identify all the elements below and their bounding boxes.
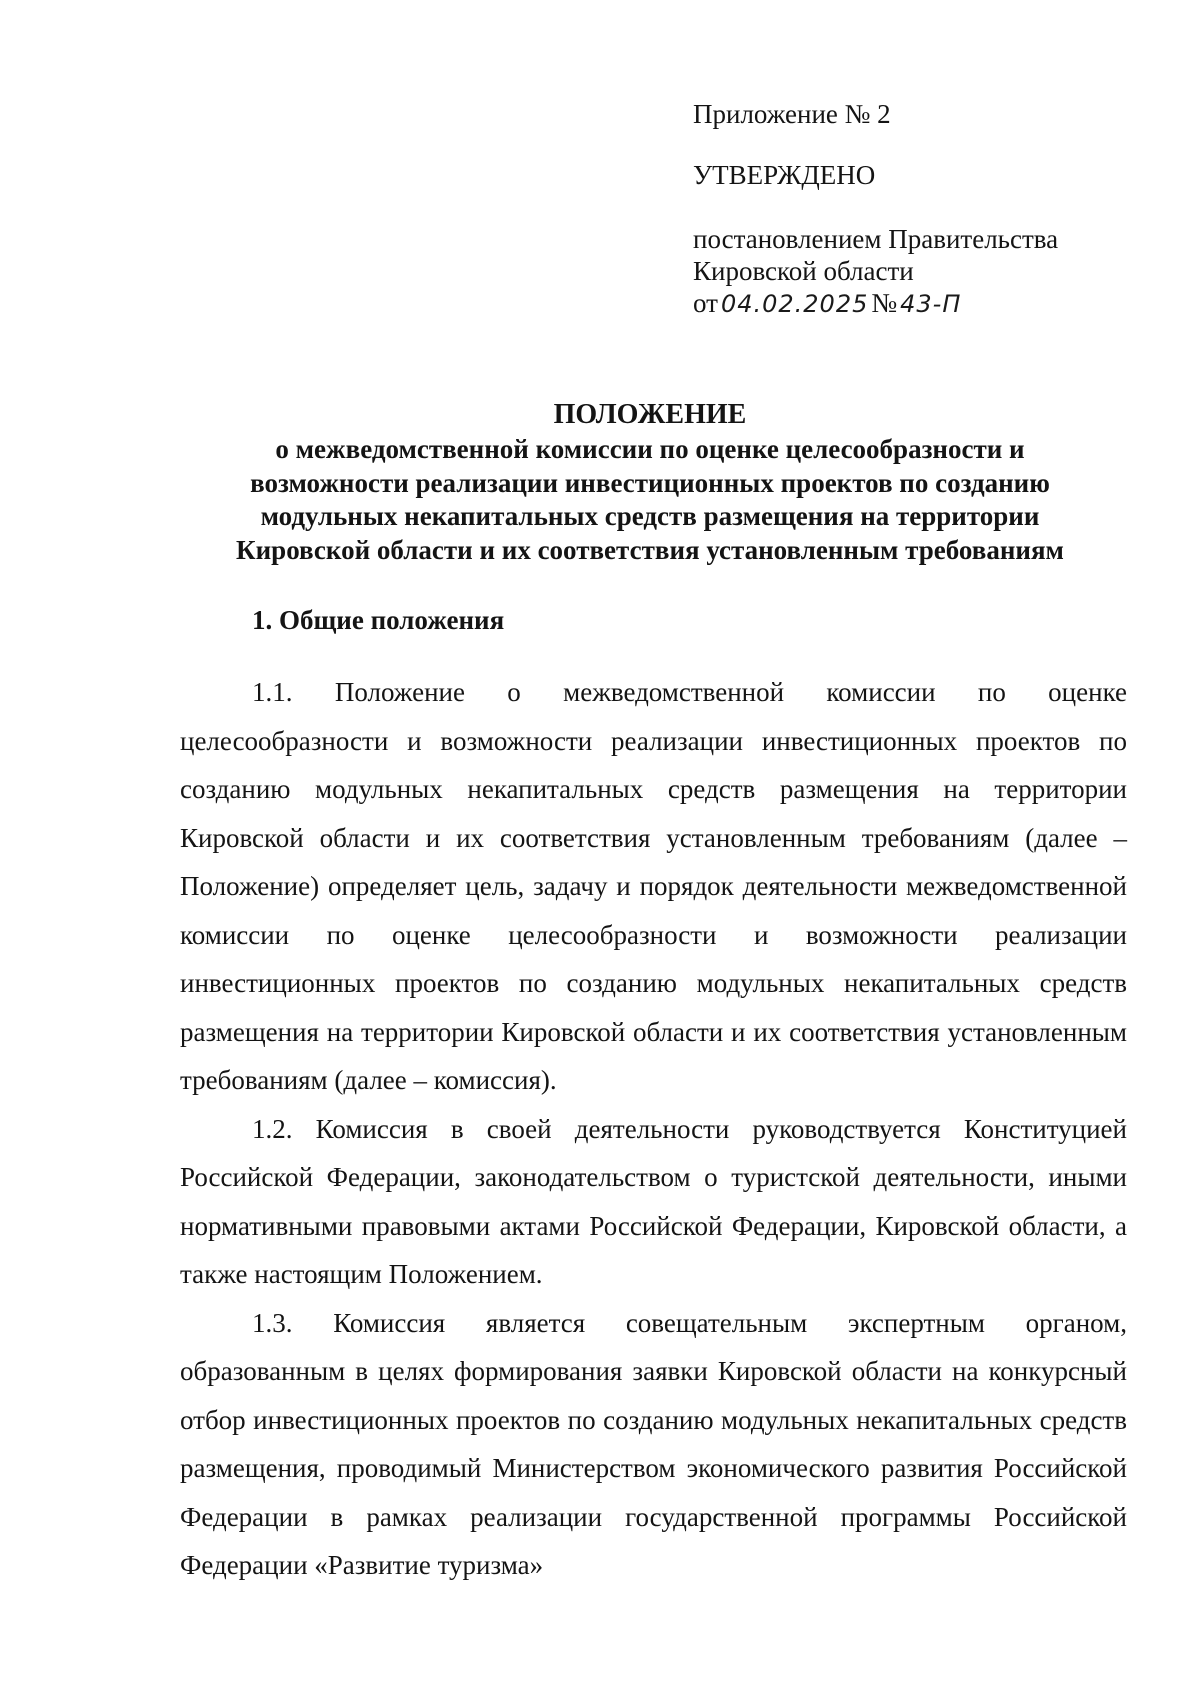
handwritten-date: 04.02.2025	[720, 290, 869, 318]
date-prefix: от	[693, 288, 718, 318]
section-heading: 1. Общие положения	[252, 605, 505, 635]
document-subtitle-line: о межведомственной комиссии по оценке целесообразности и	[275, 434, 1025, 464]
document-subtitle-line: возможности реализации инвестиционных проектов по созданию	[250, 467, 1050, 498]
document-subtitle-line: модульных некапитальных средств размещения на территории	[260, 501, 1040, 531]
decree-line-2: Кировской области	[693, 256, 914, 286]
decree-date-line	[693, 287, 1153, 320]
document-subtitle-line: Кировской области и их соответствия установленным требованиям	[236, 534, 1064, 565]
paragraph-1-2: 1.2. Комиссия в своей деятельности руководствуется Конституцией Российской Федерации, законодательством о туристской деятельности, иными нормативными правовыми актами Российской Федерации, Кировской области, а также настоящим Положением.	[180, 1113, 1127, 1289]
handwritten-number: 43-П	[900, 290, 962, 318]
paragraph-1-3: 1.3. Комиссия является совещательным экспертным органом, образованным в целях формирования заявки Кировской области на конкурсный отбор инвестиционных проектов по созданию модульных некапитальных средств размещения, проводимый Министерством экономического развития Российской Федерации в рамках реализации государственной программы Российской Федерации «Развитие туризма»	[180, 1307, 1127, 1580]
document-body	[180, 668, 1127, 1590]
approval-block	[693, 98, 1153, 320]
appendix-label: Приложение № 2	[693, 99, 891, 129]
approved-label: УТВЕРЖДЕНО	[693, 160, 876, 190]
document-title: ПОЛОЖЕНИЕ	[553, 399, 747, 430]
decree-line-1: постановлением Правительства	[693, 224, 1059, 254]
paragraph-1-1: 1.1. Положение о межведомственной комиссии по оценке целесообразности и возможности реализации инвестиционных проектов по созданию модульных некапитальных средств размещения на территории Кировской области и их соответствия установленным требованиям (далее – Положение) определяет цель, задачу и порядок деятельности межведомственной комиссии по оценке целесообразности и возможности реализации инвестиционных проектов по созданию модульных некапитальных средств размещения на территории Кировской области и их соответствия установленным требованиям (далее – комиссия).	[180, 677, 1127, 1095]
document-title-block	[170, 400, 1130, 567]
number-prefix: №	[871, 288, 898, 318]
